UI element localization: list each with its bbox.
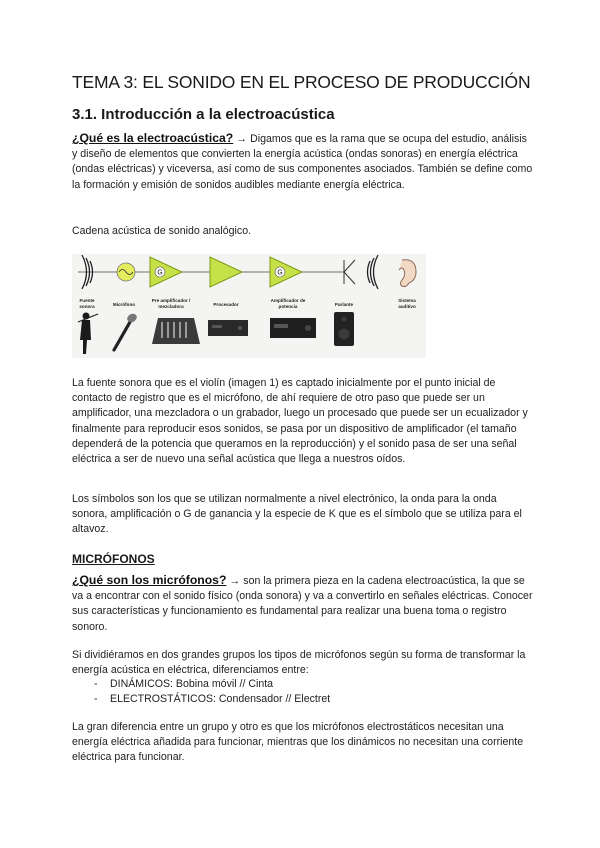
question-lead: ¿Qué es la electroacústica? bbox=[72, 131, 234, 145]
gain-symbol-1: G bbox=[157, 269, 163, 277]
list-item bbox=[94, 677, 330, 692]
processor-icon bbox=[210, 257, 242, 287]
label-power-amp: Amplificador de potencia bbox=[270, 298, 306, 309]
label-processor: Procesador bbox=[213, 302, 239, 307]
speaker-symbol-icon bbox=[344, 260, 355, 284]
sound-chain-figure bbox=[72, 254, 426, 358]
paragraph-mic-difference: La gran diferencia entre un grupo y otro es que los micrófonos electrostáticos necesitan una energía eléctrica añadida para funcionar, mientras que los dinámicos no necesitan una corriente eléctrica para funcionar. bbox=[72, 721, 524, 764]
preamp-gain-icon bbox=[150, 257, 182, 287]
paragraph-microphones-definition bbox=[72, 573, 534, 635]
list-dash: - bbox=[94, 693, 98, 705]
section-heading-microphones: MICRÓFONOS bbox=[72, 552, 155, 566]
power-amp-icon bbox=[270, 318, 316, 338]
mixer-icon bbox=[152, 318, 200, 344]
list-item-text: ELECTROSTÁTICOS: Condensador // Electret bbox=[110, 693, 331, 705]
paragraph-chain-explanation: La fuente sonora que es el violín (imagen 1) es captado inicialmente por el punto inicial de contacto de registro que es el micrófono, de ahí requiere de otro paso que puede ser un amplificador, una mezcladora o un grabador, luego un procesado que puede ser un ecualizador y finalmente para reproducir esos sonidos, se pasa por un dispositivo de amplificador (el tamaño dependerá de la potencia que queramos en la reproducción) y el sonido pasa de ser una señal eléctrica a ser de nuevo una señal acústica que llega a nuestros oídos. bbox=[72, 377, 528, 466]
list-dash: - bbox=[94, 678, 98, 690]
label-speaker: Parlante bbox=[334, 302, 354, 307]
question-lead: ¿Qué son los micrófonos? bbox=[72, 573, 227, 587]
microphone-symbol-icon bbox=[117, 263, 135, 281]
power-amp-gain-icon bbox=[270, 257, 302, 287]
speaker-cabinet-icon bbox=[334, 312, 354, 346]
microphone-icon bbox=[114, 312, 138, 350]
chain-caption: Cadena acústica de sonido analógico. bbox=[72, 225, 252, 237]
output-waves-icon bbox=[368, 255, 379, 289]
list-item-text: DINÁMICOS: Bobina móvil // Cinta bbox=[110, 678, 274, 690]
paragraph-symbols: Los símbolos son los que se utilizan normalmente a nivel electrónico, la onda para la onda sonora, amplificación o G de ganancia y la especie de K que es el símbolo que se utiliza para el altavoz. bbox=[72, 493, 522, 536]
arrow-icon: → bbox=[236, 133, 248, 145]
ear-icon bbox=[399, 260, 416, 287]
violinist-icon bbox=[78, 313, 98, 355]
label-sound-source: Fuente sonora bbox=[79, 298, 95, 309]
mic-types-list bbox=[94, 677, 330, 707]
processor-rack-icon bbox=[208, 320, 248, 336]
arrow-icon: → bbox=[229, 575, 241, 587]
definition-text: son la primera pieza en la cadena electroacústica, la que se va a encontrar con el sonido físico (onda sonora) y va a convertirlo en señales eléctricas. Conocer sus características y funcionamiento es fundamental para realizar una buena toma o registro sonoro. bbox=[72, 575, 533, 633]
section-heading-electroacoustics: 3.1. Introducción a la electroacústica bbox=[72, 106, 335, 123]
definition-text: Digamos que es la rama que se ocupa del estudio, análisis y diseño de elementos que convierten la energía acústica (ondas sonoras) en energía eléctrica (ondas eléctricas) y viceversa, así como de sus componentes asociados. También se define como la formación y emisión de sonidos audibles mediante energía eléctrica. bbox=[72, 133, 533, 191]
paragraph-mic-types-intro: Si dividiéramos en dos grandes grupos los tipos de micrófonos según su forma de transformar la energía acústica en eléctrica, diferenciamos entre: bbox=[72, 649, 526, 677]
page-title: TEMA 3: EL SONIDO EN EL PROCESO DE PRODUCCIÓN bbox=[72, 72, 531, 92]
label-microphone: Micrófono bbox=[112, 302, 136, 307]
paragraph-electroacoustics-definition bbox=[72, 131, 534, 193]
list-item bbox=[94, 692, 330, 707]
label-auditory-system: Sistema auditivo bbox=[398, 298, 416, 309]
label-preamp-mixer: Pre amplificador / mezcladora bbox=[151, 298, 191, 309]
gain-symbol-2: G bbox=[277, 269, 283, 277]
